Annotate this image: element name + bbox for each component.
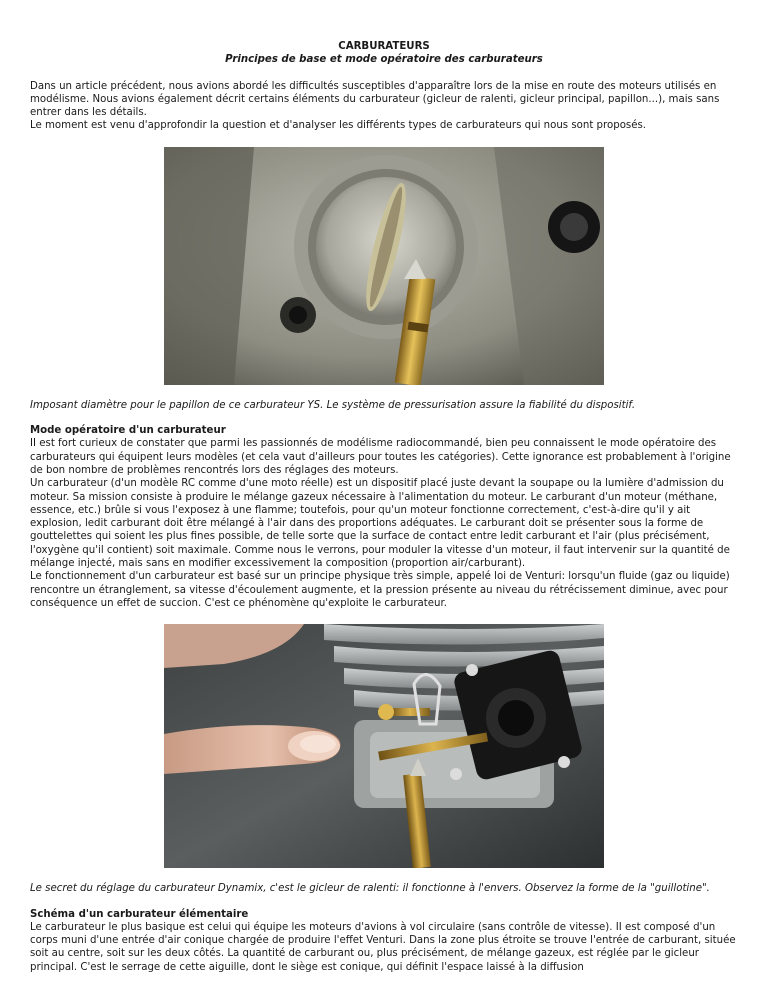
- body-paragraph: Le fonctionnement d'un carburateur est basé sur un principe physique très simple, appelé loi de Venturi: lorsqu'un fluide (gaz ou liquide) rencontre un étranglement, sa vitesse d'écoulement augmente, et la pression présente au niveau du rétrécissement diminue, avec pour conséquence un effet de succion. C'est ce phénomène qu'exploite le carburateur.: [30, 571, 730, 609]
- carburetor-ys-photo: [164, 147, 604, 385]
- document-subtitle: Principes de base et mode opératoire des carburateurs: [225, 54, 543, 66]
- body-paragraph: Un carburateur (d'un modèle RC comme d'une moto réelle) est un dispositif placé juste devant la soupape ou la lumière d'admission du moteur. Sa mission consiste à produire le mélange gazeux nécessaire à l'alimentation du moteur. Le carburant d'un moteur (méthane, essence, etc.) brûle si vous l'exposez à une flamme; toutefois, pour qu'un moteur fonctionne correctement, c'est-à-dire qu'il y ait explosion, ledit carburant doit être mélangé à l'air dans des proportions adéquates. Le carburant doit se présenter sous la forme de gouttelettes qui soient les plus fines possible, de telle sorte que la surface de contact entre ledit carburant et l'air (plus précisément, l'oxygène qu'il contient) soit maximale. Comme nous le verrons, pour moduler la vitesse d'un moteur, il faut intervenir sur la quantité de mélange injecté, mais sans en modifier excessivement la composition (proportion air/carburant).: [30, 478, 730, 570]
- body-paragraph: Le carburateur le plus basique est celui qui équipe les moteurs d'avions à vol circulaire (sans contrôle de vitesse). II est composé d'un corps muni d'une entrée d'air conique chargée de produire l'effet Venturi. Dans la zone plus étroite se trouve l'entrée de carburant, située soit au centre, soit sur les deux côtés. La quantité de carburant ou, plus précisément, de mélange gazeux, est réglée par le gicleur principal. C'est le serrage de cette aiguille, dont le siège est conique, qui définit l'espace laissé à la diffusion: [30, 921, 736, 973]
- document-title: CARBURATEURS: [338, 41, 430, 52]
- intro-paragraph: Dans un article précédent, nous avions abordé les difficultés susceptibles d'apparaître lors de la mise en route des moteurs utilisés en modélisme. Nous avions également décrit certains éléments du carburateur (gicleur de ralenti, gicleur principal, papillon...), mais sans entrer dans les détails.: [30, 80, 720, 119]
- carburetor-dynamix-photo: [164, 624, 604, 868]
- section-mode-operatoire: [30, 424, 738, 610]
- section-heading: Mode opératoire d'un carburateur: [30, 425, 226, 437]
- figure-caption: Le secret du réglage du carburateur Dynamix, c'est le gicleur de ralenti: il fonctionne à l'envers. Observez la forme de la "guillotine".: [30, 883, 710, 895]
- section-heading: Schéma d'un carburateur élémentaire: [30, 908, 249, 920]
- section-schema: [30, 908, 738, 974]
- figure-caption: Imposant diamètre pour le papillon de ce carburateur YS. Le système de pressurisation assure la fiabilité du dispositif.: [30, 399, 636, 411]
- intro-block: [30, 80, 738, 133]
- intro-paragraph: Le moment est venu d'approfondir la question et d'analyser les différents types de carburateurs qui nous sont proposés.: [30, 120, 647, 132]
- document-page: [30, 0, 738, 974]
- body-paragraph: II est fort curieux de constater que parmi les passionnés de modélisme radiocommandé, bien peu connaissent le mode opératoire des carburateurs qui équipent leurs modèles (et cela vaut d'ailleurs pour toutes les catégories). Cette ignorance est probablement à l'origine de bon nombre de problèmes rencontrés lors des réglages des moteurs.: [30, 438, 731, 476]
